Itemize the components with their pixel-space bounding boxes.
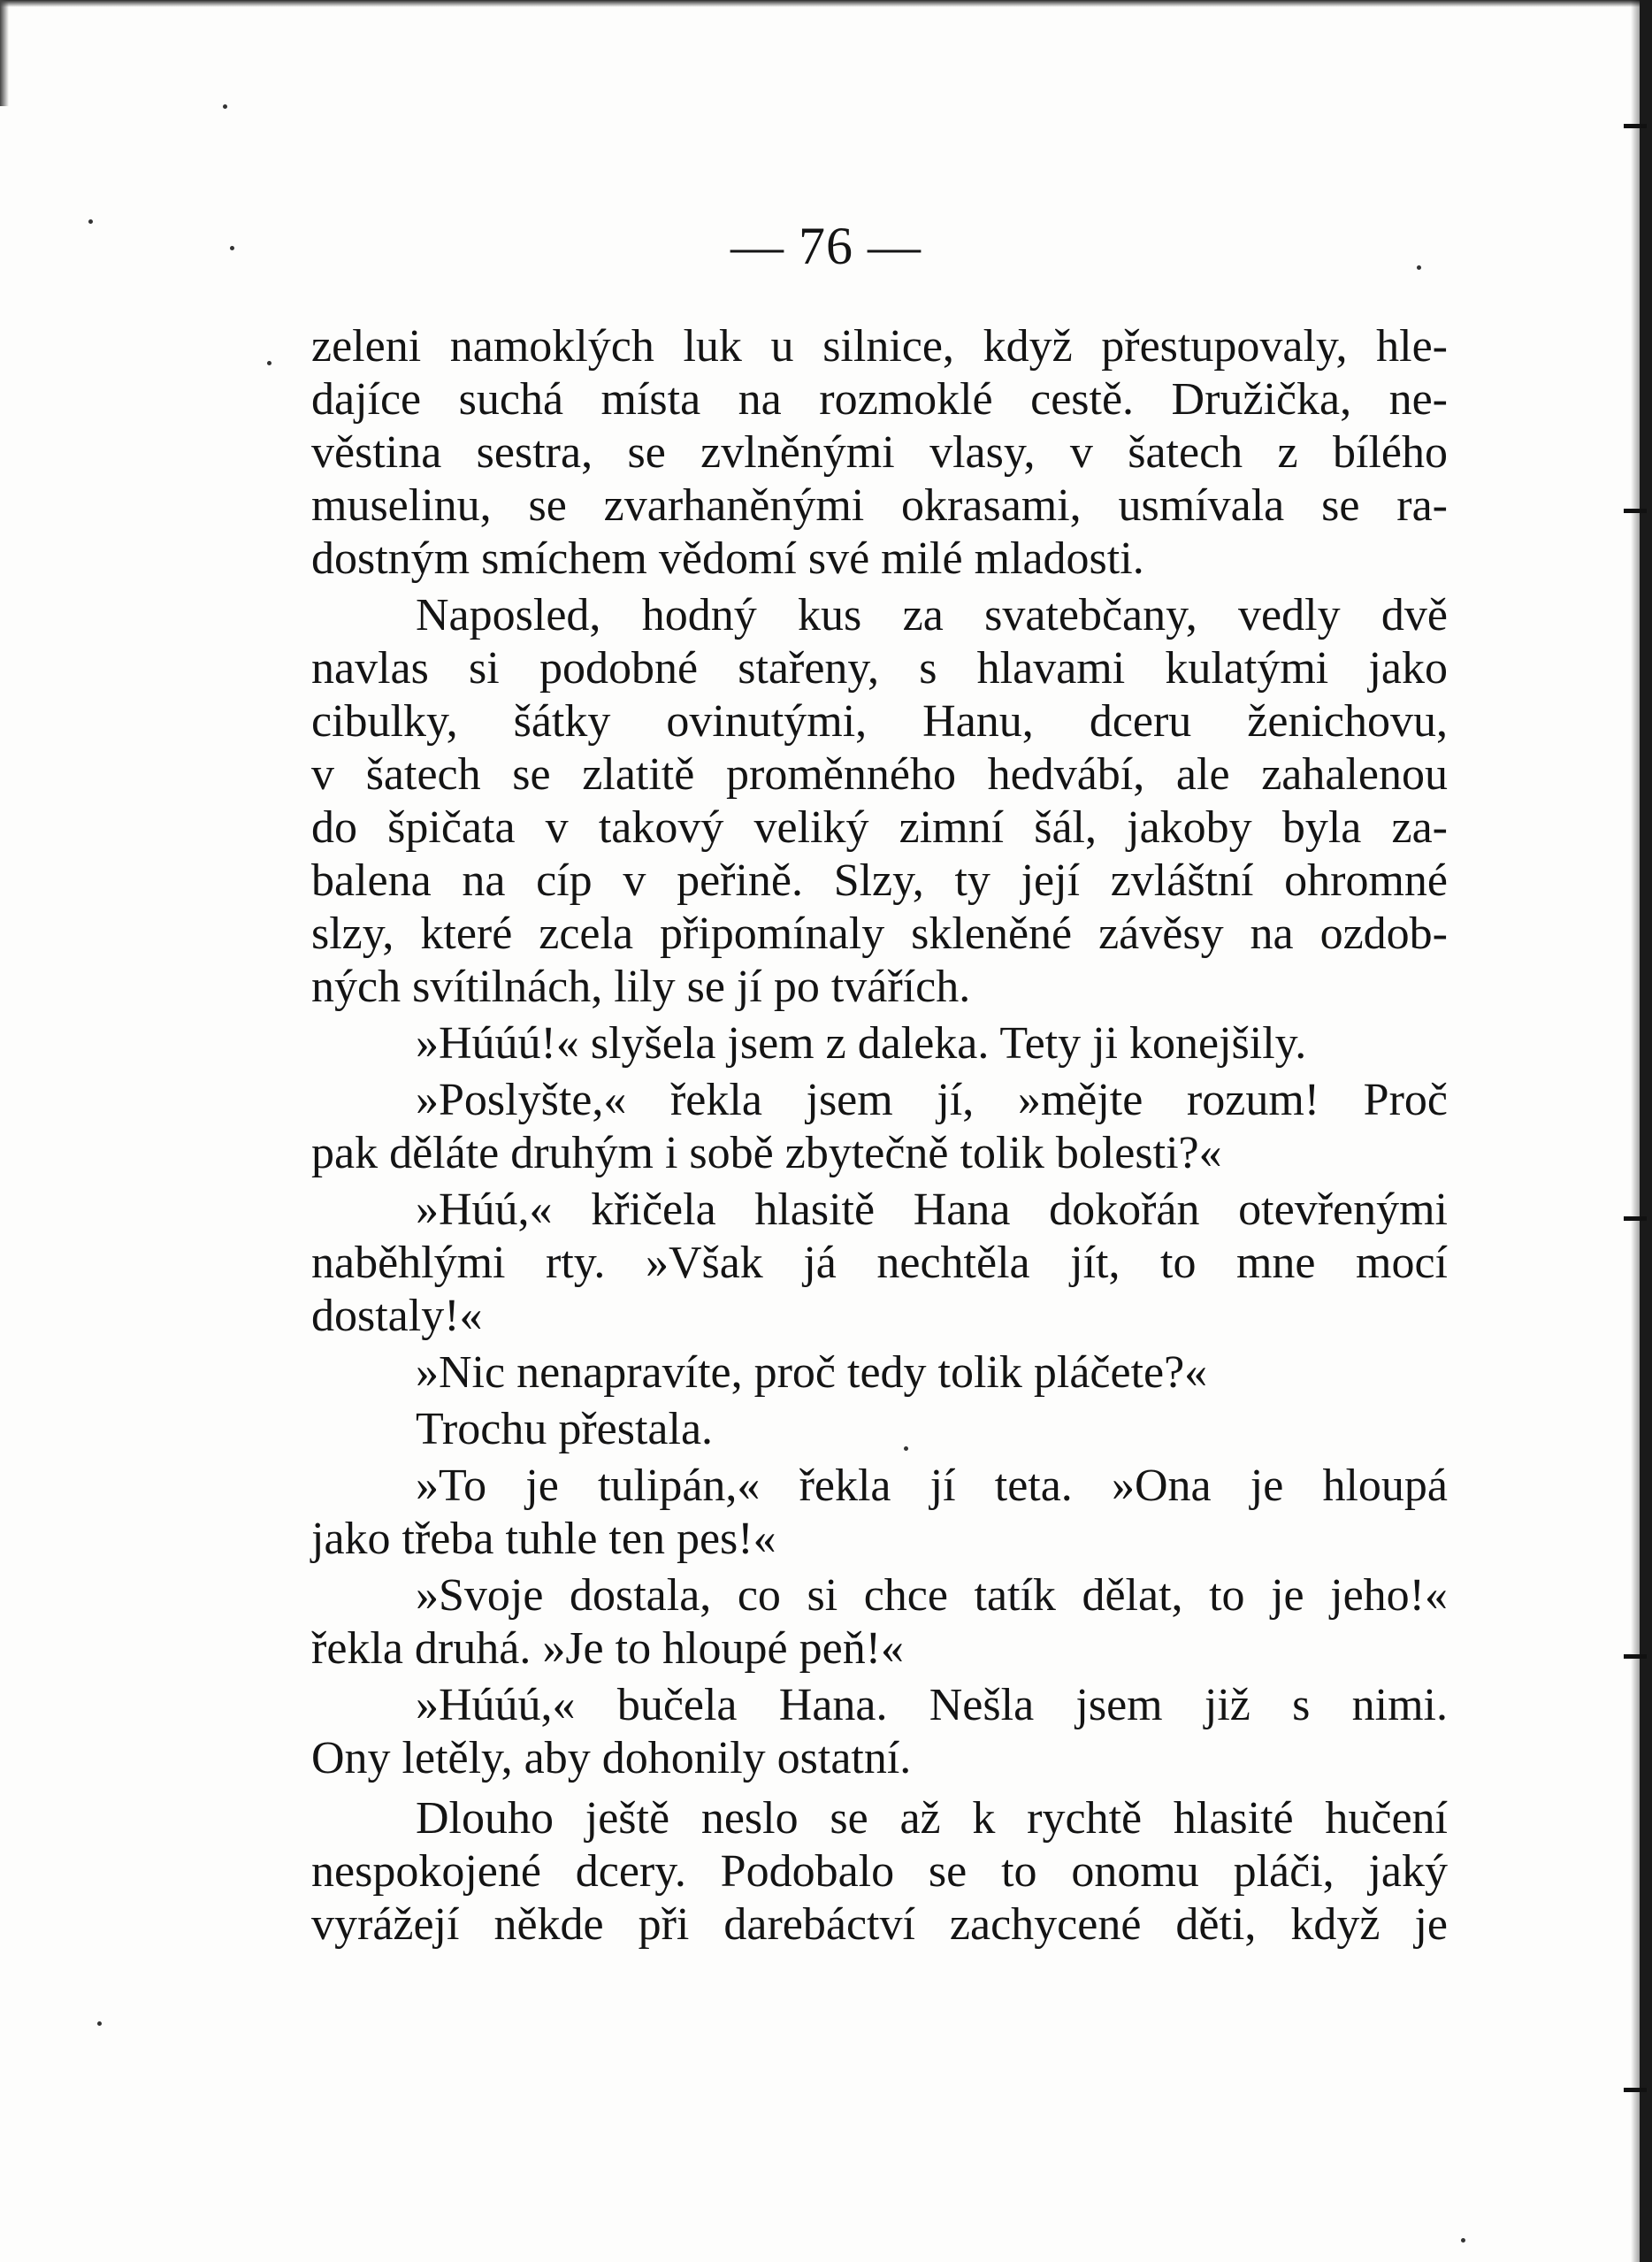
text-line: Dlouho ještě neslo se až k rychtě hlasité hučení bbox=[416, 1793, 1448, 1844]
text-line: v šatech se zlatitě proměnného hedvábí, ale zahalenou bbox=[311, 749, 1448, 800]
text-line: »Nic nenapravíte, proč tedy tolik pláčete?« bbox=[416, 1347, 1208, 1398]
text-line: jako třeba tuhle ten pes!« bbox=[311, 1514, 776, 1564]
text-line: »Húúú!« slyšela jsem z daleka. Tety ji konejšily. bbox=[416, 1018, 1307, 1069]
text-line: slzy, které zcela připomínaly skleněné závěsy na ozdob- bbox=[311, 909, 1448, 959]
text-line: dajíce suchá místa na rozmoklé cestě. Družička, ne- bbox=[311, 374, 1448, 425]
text-line: »To je tulipán,« řekla jí teta. »Ona je hloupá bbox=[416, 1461, 1448, 1511]
text-line: Naposled, hodný kus za svatebčany, vedly dvě bbox=[416, 590, 1448, 640]
body-text bbox=[311, 320, 1448, 1951]
text-line: Ony letěly, aby dohonily ostatní. bbox=[311, 1733, 912, 1783]
page-number: — 76 — bbox=[730, 217, 922, 275]
binding-mark bbox=[1624, 124, 1647, 128]
text-line: dostným smíchem vědomí své milé mladosti. bbox=[311, 533, 1144, 584]
text-line: Trochu přestala. bbox=[416, 1404, 714, 1454]
text-line: věstina sestra, se zvlněnými vlasy, v šatech z bílého bbox=[311, 427, 1448, 478]
text-line: nespokojené dcery. Podobalo se to onomu pláči, jaký bbox=[311, 1846, 1448, 1897]
text-line: »Poslyšte,« řekla jsem jí, »mějte rozum! Proč bbox=[416, 1075, 1448, 1125]
dust-speck bbox=[97, 2021, 102, 2026]
binding-mark bbox=[1624, 1216, 1647, 1221]
binding-mark bbox=[1624, 1654, 1647, 1659]
text-line: zeleni namoklých luk u silnice, když přestupovaly, hle- bbox=[311, 321, 1448, 372]
text-line: cibulky, šátky ovinutými, Hanu, dceru ženichovu, bbox=[311, 696, 1448, 747]
text-line: muselinu, se zvarhaněnými okrasami, usmívala se ra- bbox=[311, 480, 1448, 531]
text-line: vyrážejí někde při darebáctví zachycené děti, když je bbox=[311, 1899, 1448, 1950]
text-line: do špičata v takový veliký zimní šál, jakoby byla za- bbox=[311, 802, 1448, 853]
text-line: »Húúú,« bučela Hana. Nešla jsem již s nimi. bbox=[416, 1680, 1448, 1730]
dust-speck bbox=[223, 104, 227, 109]
text-line: »Húú,« křičela hlasitě Hana dokořán otevřenými bbox=[416, 1185, 1448, 1235]
text-line: navlas si podobné stařeny, s hlavami kulatými jako bbox=[311, 643, 1448, 694]
text-line: dostaly!« bbox=[311, 1291, 483, 1341]
text-line: pak děláte druhým i sobě zbytečně tolik bolesti?« bbox=[311, 1128, 1222, 1178]
text-line: balena na cíp v peřině. Slzy, ty její zvláštní ohromné bbox=[311, 855, 1448, 906]
dust-speck bbox=[267, 361, 272, 365]
binding-mark bbox=[1624, 509, 1647, 513]
binding-mark bbox=[1624, 2088, 1647, 2092]
scan-edge-right bbox=[1640, 0, 1652, 2262]
text-line: naběhlými rty. »Však já nechtěla jít, to mne mocí bbox=[311, 1238, 1448, 1288]
text-line: řekla druhá. »Je to hloupé peň!« bbox=[311, 1623, 905, 1674]
dust-speck bbox=[1461, 2238, 1465, 2243]
text-line: »Svoje dostala, co si chce tatík dělat, to je jeho!« bbox=[416, 1570, 1448, 1621]
text-line: ných svítilnách, lily se jí po tvářích. bbox=[311, 962, 971, 1012]
scan-shadow-left bbox=[0, 0, 9, 106]
scan-shadow-top bbox=[0, 0, 1652, 7]
